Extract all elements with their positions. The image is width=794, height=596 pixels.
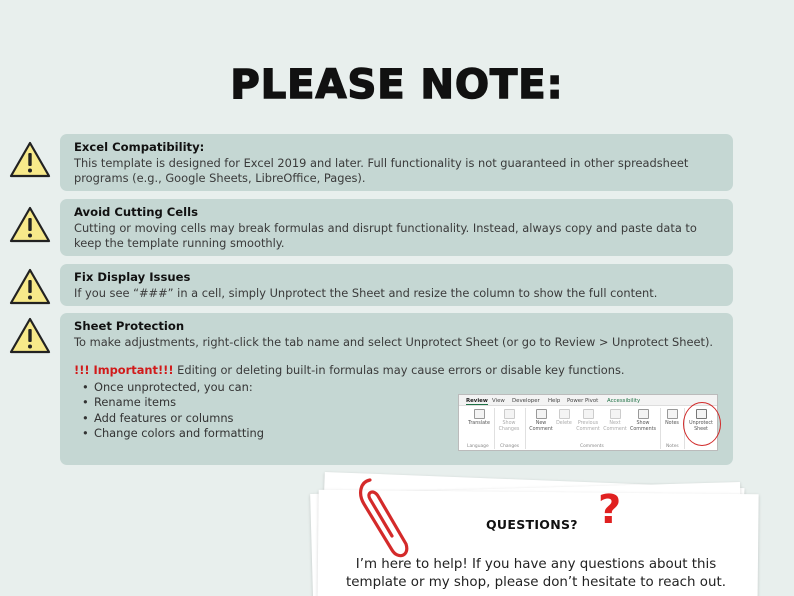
- changes-icon: [504, 409, 515, 419]
- previous-icon: [583, 409, 594, 419]
- note-heading: Sheet Protection: [74, 319, 185, 333]
- delete-icon: [559, 409, 570, 419]
- note-body: If you see “###” in a cell, simply Unprotect the Sheet and resize the column to show the full content.: [74, 285, 658, 300]
- warning-icon: [9, 317, 51, 355]
- list-item: • Rename items: [74, 395, 719, 411]
- unprotect-sheet-button: Unprotect Sheet: [687, 409, 715, 432]
- paperclip-icon: [352, 472, 412, 564]
- note-body: Cutting or moving cells may break formulas and disrupt functionality. Instead, always copy and paste data to keep the template running smoothly.: [74, 220, 697, 250]
- note-body: This template is designed for Excel 2019 and later. Full functionality is not guaranteed in other spreadsheet programs (e.g., Google Sheets, LibreOffice, Pages).: [74, 155, 689, 185]
- questions-body: I’m here to help! If you have any questions about this template or my shop, please don’t hesitate to reach out.: [346, 557, 726, 590]
- important-text: Editing or deleting built-in formulas may cause errors or disable key functions.: [173, 363, 625, 377]
- show-changes-button: Show Changes: [497, 409, 521, 432]
- note-heading: Excel Compatibility:: [74, 140, 205, 154]
- ribbon-tabs: [459, 395, 717, 406]
- translate-icon: [474, 409, 485, 419]
- delete-comment-button: Delete: [555, 409, 573, 427]
- comments-icon: [638, 409, 649, 419]
- ribbon-group-changes: Changes: [500, 444, 520, 449]
- next-icon: [610, 409, 621, 419]
- ribbon-tab-power-pivot: Power Pivot: [567, 398, 599, 404]
- excel-ribbon-screenshot: [458, 394, 718, 451]
- list-item: • Change colors and formatting: [74, 426, 719, 442]
- next-comment-button: Next Comment: [602, 409, 628, 432]
- page-title: PLEASE NOTE:: [230, 62, 564, 108]
- warning-icon: [9, 268, 51, 306]
- question-mark-icon: ?: [598, 487, 622, 533]
- note-body: To make adjustments, right-click the tab name and select Unprotect Sheet (or go to Review > Unprotect Sheet).: [74, 334, 714, 349]
- comment-icon: [536, 409, 547, 419]
- note-card-fix-display-issues: [60, 264, 733, 306]
- previous-comment-button: Previous Comment: [575, 409, 601, 432]
- highlight-circle: [683, 402, 721, 446]
- ribbon-group-notes: Notes: [666, 444, 679, 449]
- warning-icon: [9, 206, 51, 244]
- ribbon-group-comments: Comments: [580, 444, 604, 449]
- warning-icon: [9, 141, 51, 179]
- ribbon-tab-accessibility: Accessibility: [607, 398, 641, 404]
- note-heading: Avoid Cutting Cells: [74, 205, 199, 219]
- note-card-avoid-cutting-cells: [60, 199, 733, 256]
- important-label: !!! Important!!!: [74, 363, 174, 377]
- new-comment-button: New Comment: [528, 409, 554, 432]
- important-line: [74, 363, 719, 379]
- ribbon-group-language: Language: [467, 444, 489, 449]
- note-card-excel-compatibility: [60, 134, 733, 191]
- notes-icon: [667, 409, 678, 419]
- translate-button: Translate: [468, 409, 490, 427]
- note-heading: Fix Display Issues: [74, 270, 191, 284]
- ribbon-tab-developer: Developer: [512, 398, 540, 404]
- ribbon-tab-help: Help: [548, 398, 561, 404]
- show-comments-button: Show Comments: [629, 409, 657, 432]
- list-item: • Once unprotected, you can:: [74, 380, 719, 396]
- questions-title: QUESTIONS?: [486, 517, 578, 532]
- ribbon-tab-review: Review: [466, 398, 488, 404]
- notes-button: Notes: [662, 409, 682, 427]
- list-item: • Add features or columns: [74, 411, 719, 427]
- ribbon-tab-view: View: [492, 398, 505, 404]
